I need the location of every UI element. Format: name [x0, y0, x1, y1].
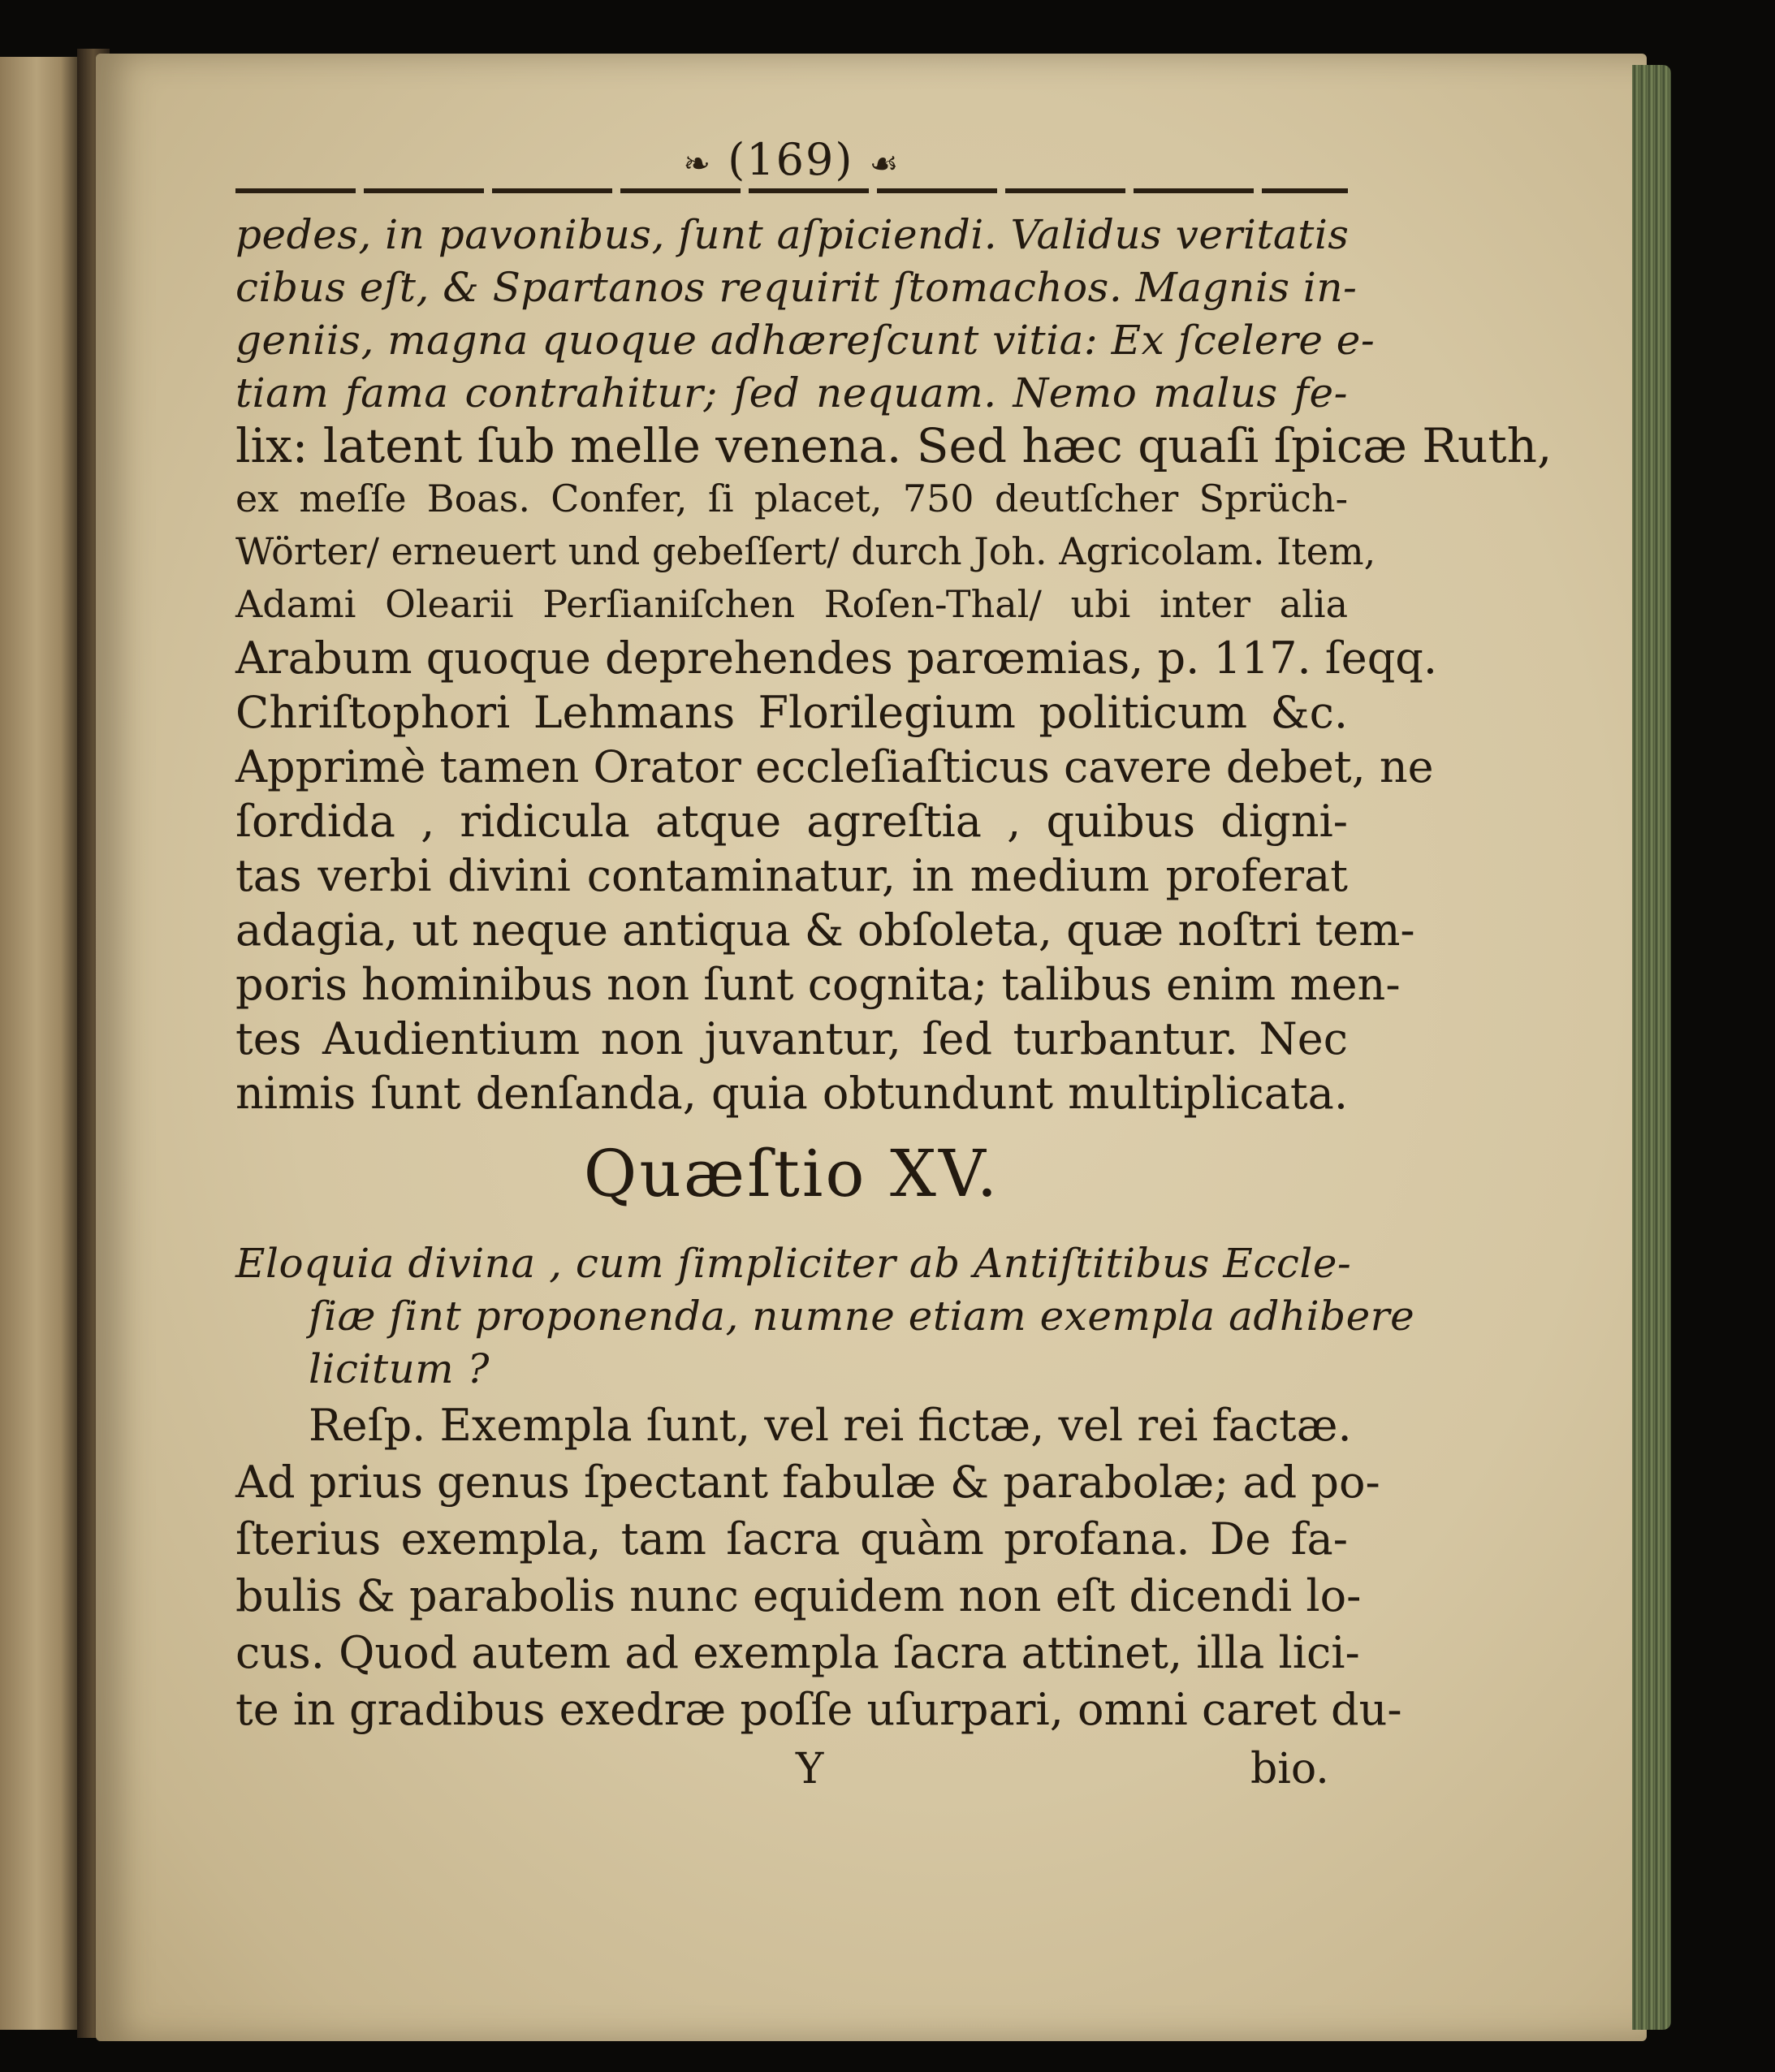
question-line: ſiæ ſint proponenda, numne etiam exempla adhibere [309, 1293, 1415, 1340]
page-number: (169) [728, 134, 854, 185]
response-line: Reſp. Exempla ſunt, vel rei fictæ, vel rei factæ. [309, 1400, 1352, 1451]
body-line: lix: latent ſub melle venena. Sed hæc quaſi ſpicæ Ruth, [235, 418, 1553, 473]
catchword: bio. [1250, 1745, 1329, 1794]
body-line: ſordida , ridicula atque agreſtia , quibus digni- [235, 796, 1348, 847]
text-block [235, 0, 1553, 2072]
body-line: nimis ſunt denſanda, quia obtundunt multiplicata. [235, 1068, 1348, 1119]
body-line: cibus eſt, & Spartanos requirit ſtomachos. Magnis in- [235, 264, 1358, 311]
ornament-left-icon: ❧ [683, 145, 713, 183]
left-page-edge [0, 57, 81, 2030]
body-line: tas verbi divini contaminatur, in medium proferat [235, 850, 1348, 901]
response-line: Ad prius genus ſpectant fabulæ & parabolæ; ad po- [235, 1457, 1380, 1508]
running-header [235, 132, 1348, 188]
page-stack-edge [1632, 65, 1671, 2030]
body-line: Wörter/ erneuert und gebeſſert/ durch Joh. Agricolam. Item, [235, 529, 1376, 573]
body-line: poris hominibus non ſunt cognita; talibus enim men- [235, 959, 1401, 1010]
question-line: licitum ? [309, 1345, 490, 1392]
section-title: Quæſtio XV. [583, 1136, 1000, 1211]
body-line: pedes, in pavonibus, ſunt aſpiciendi. Validus veritatis [235, 211, 1350, 258]
body-line: ex meſſe Boas. Confer, ſi placet, 750 deutſcher Sprüch- [235, 477, 1348, 520]
body-line: Arabum quoque deprehendes parœmias, p. 117. ſeqq. [235, 632, 1438, 684]
body-line: tes Audientium non juvantur, ſed turbantur. Nec [235, 1013, 1348, 1064]
response-line: ſterius exempla, tam ſacra quàm profana. De fa- [235, 1513, 1348, 1565]
body-line: tiam fama contrahitur; ſed nequam. Nemo malus fe- [235, 369, 1348, 417]
header-rule [235, 188, 1348, 193]
body-line: geniis, magna quoque adhæreſcunt vitia: Ex ſcelere e- [235, 317, 1376, 364]
body-line: adagia, ut neque antiqua & obſoleta, quæ noſtri tem- [235, 904, 1415, 956]
response-line: cus. Quod autem ad exempla ſacra attinet, illa lici- [235, 1627, 1360, 1678]
response-line: te in gradibus exedræ poſſe uſurpari, omni caret du- [235, 1684, 1402, 1735]
body-line: Chriſtophori Lehmans Florilegium politicum &c. [235, 687, 1348, 738]
signature-mark: Y [796, 1745, 824, 1794]
ornament-right-icon: ☙ [869, 145, 900, 183]
body-line: Apprimè tamen Orator eccleſiaſticus cavere debet, ne [235, 741, 1434, 792]
question-line: Eloquia divina , cum ſimpliciter ab Antiſtitibus Eccle- [235, 1240, 1352, 1287]
body-line: Adami Olearii Perſianiſchen Roſen-Thal/ ubi inter alia [235, 582, 1348, 626]
response-line: bulis & parabolis nunc equidem non eſt dicendi lo- [235, 1570, 1362, 1621]
